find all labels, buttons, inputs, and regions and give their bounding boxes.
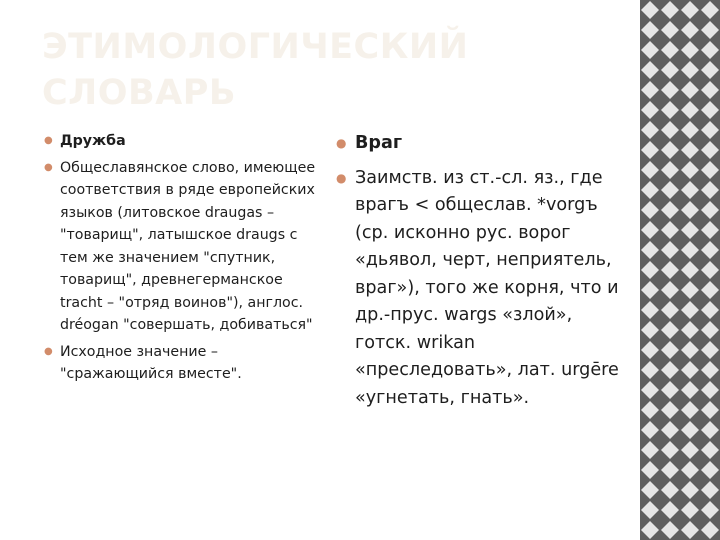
left-paragraph-1: Общеславянское слово, имеющее соответствия в ряде европейских языков (литовское draugas – "товарищ", латышское draugs с тем же значением "спутник, товарищ", древнегерманское tracht – "отряд воинов"), англос. dréogan "совершать, добиваться" xyxy=(60,159,316,333)
left-paragraph-2: Исходное значение – "сражающийся вместе". xyxy=(60,343,242,382)
list-item xyxy=(336,165,626,413)
bullet-icon: ● xyxy=(44,345,53,357)
list-item xyxy=(44,341,316,386)
bullet-icon: ● xyxy=(336,170,347,185)
slide-title: ЭТИМОЛОГИЧЕСКИЙ СЛОВАРЬ xyxy=(42,27,469,113)
list-item xyxy=(44,157,316,337)
bullet-icon: ● xyxy=(44,161,53,173)
left-heading: Дружба xyxy=(60,133,126,149)
bullet-icon: ● xyxy=(336,136,347,150)
bullet-icon: ● xyxy=(44,135,53,146)
right-column xyxy=(336,130,626,419)
list-item xyxy=(336,130,626,158)
right-heading: Враг xyxy=(355,133,403,153)
right-paragraph-1: Заимств. из ст.-сл. яз., где врагъ < общеслав. *vorgъ (ср. исконно рус. ворог «дьявол, черт, неприятель, враг»), того же корня, что и др.-прус. wargs «злой», готск. wrikan «преследовать», лат. urgēre «угнетать, гнать». xyxy=(355,167,619,408)
decorative-diamond-pattern xyxy=(640,0,720,540)
left-column xyxy=(44,130,316,390)
list-item xyxy=(44,130,316,153)
